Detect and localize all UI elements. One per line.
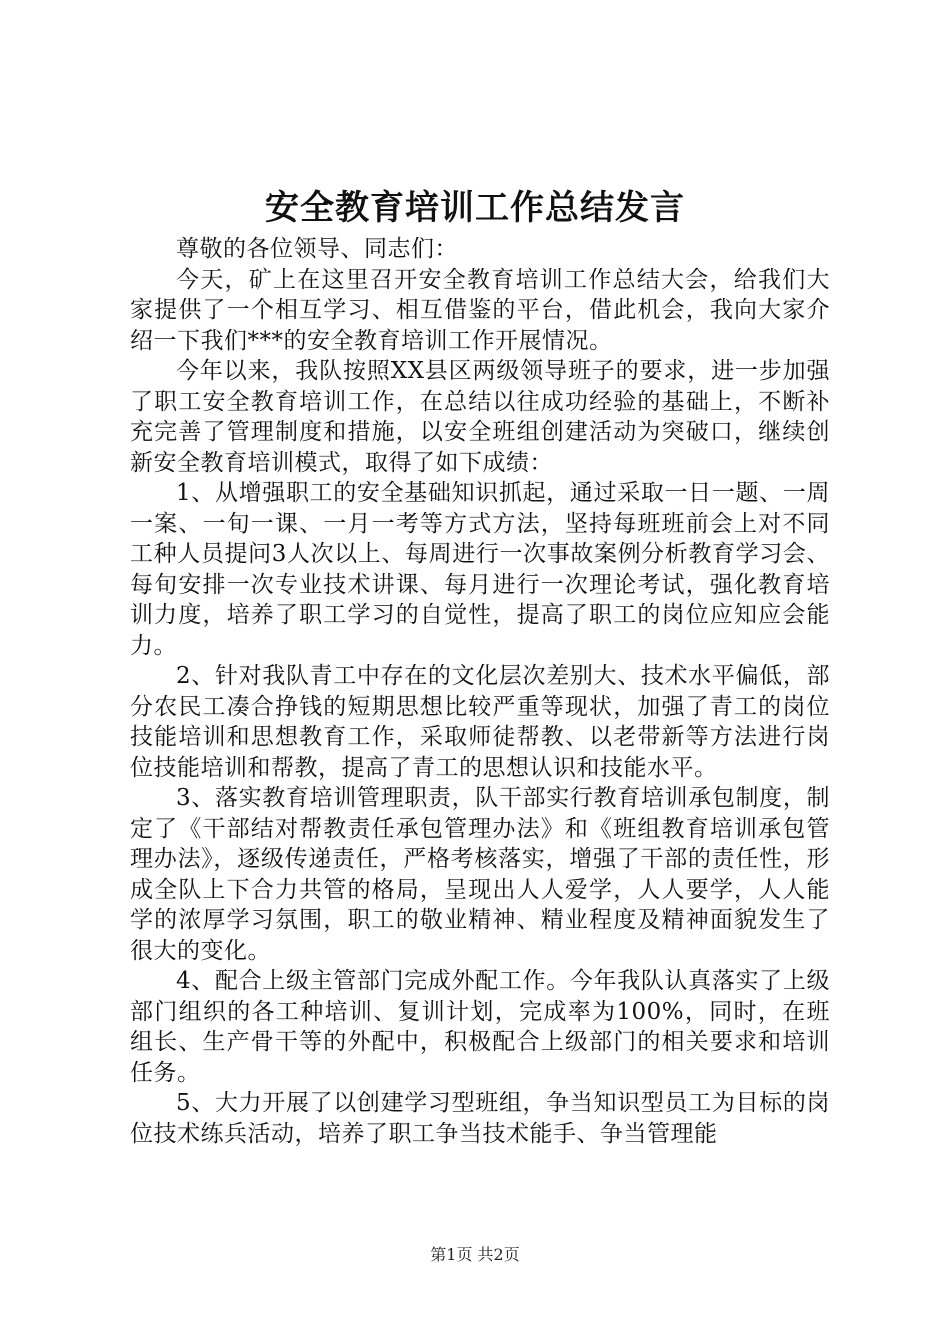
paragraph-item-3: 3、落实教育培训管理职责，队干部实行教育培训承包制度，制定了《干部结对帮教责任承包管理办法》和《班组教育培训承包管理办法》，逐级传递责任，严格考核落实，增强了干部的责任性，形成全队上下合力共管的格局，呈现出人人爱学，人人要学，人人能学的浓厚学习氛围，职工的敬业精神、精业程度及精神面貌发生了很大的变化。 <box>130 785 830 964</box>
paragraph-intro: 今天，矿上在这里召开安全教育培训工作总结大会，给我们大家提供了一个相互学习、相互借鉴的平台，借此机会，我向大家介绍一下我们***的安全教育培训工作开展情况。 <box>130 266 830 354</box>
paragraph-item-4: 4、配合上级主管部门完成外配工作。今年我队认真落实了上级部门组织的各工种培训、复训计划，完成率为100%，同时，在班组长、生产骨干等的外配中，积极配合上级部门的相关要求和培训任务。 <box>130 968 830 1086</box>
salutation: 尊敬的各位领导、同志们： <box>176 236 458 262</box>
document-body <box>130 234 830 1149</box>
document-title: 安全教育培训工作总结发言 <box>265 188 685 228</box>
paragraph-item-5: 5、大力开展了以创建学习型班组，争当知识型员工为目标的岗位技术练兵活动，培养了职工争当技术能手、争当管理能 <box>130 1090 830 1147</box>
paragraph-overview: 今年以来，我队按照XX县区两级领导班子的要求，进一步加强了职工安全教育培训工作，在总结以往成功经验的基础上，不断补充完善了管理制度和措施，以安全班组创建活动为突破口，继续创新安全教育培训模式，取得了如下成绩： <box>130 358 830 476</box>
page-number-footer: 第1页 共2页 <box>430 1245 520 1264</box>
paragraph-item-2: 2、针对我队青工中存在的文化层次差别大、技术水平偏低，部分农民工凑合挣钱的短期思想比较严重等现状，加强了青工的岗位技能培训和思想教育工作，采取师徒帮教、以老带新等方法进行岗位技能培训和帮教，提高了青工的思想认识和技能水平。 <box>130 663 830 781</box>
paragraph-item-1: 1、从增强职工的安全基础知识抓起，通过采取一日一题、一周一案、一旬一课、一月一考等方式方法，坚持每班班前会上对不同工种人员提问3人次以上、每周进行一次事故案例分析教育学习会、每旬安排一次专业技术讲课、每月进行一次理论考试，强化教育培训力度，培养了职工学习的自觉性，提高了职工的岗位应知应会能力。 <box>130 480 830 659</box>
